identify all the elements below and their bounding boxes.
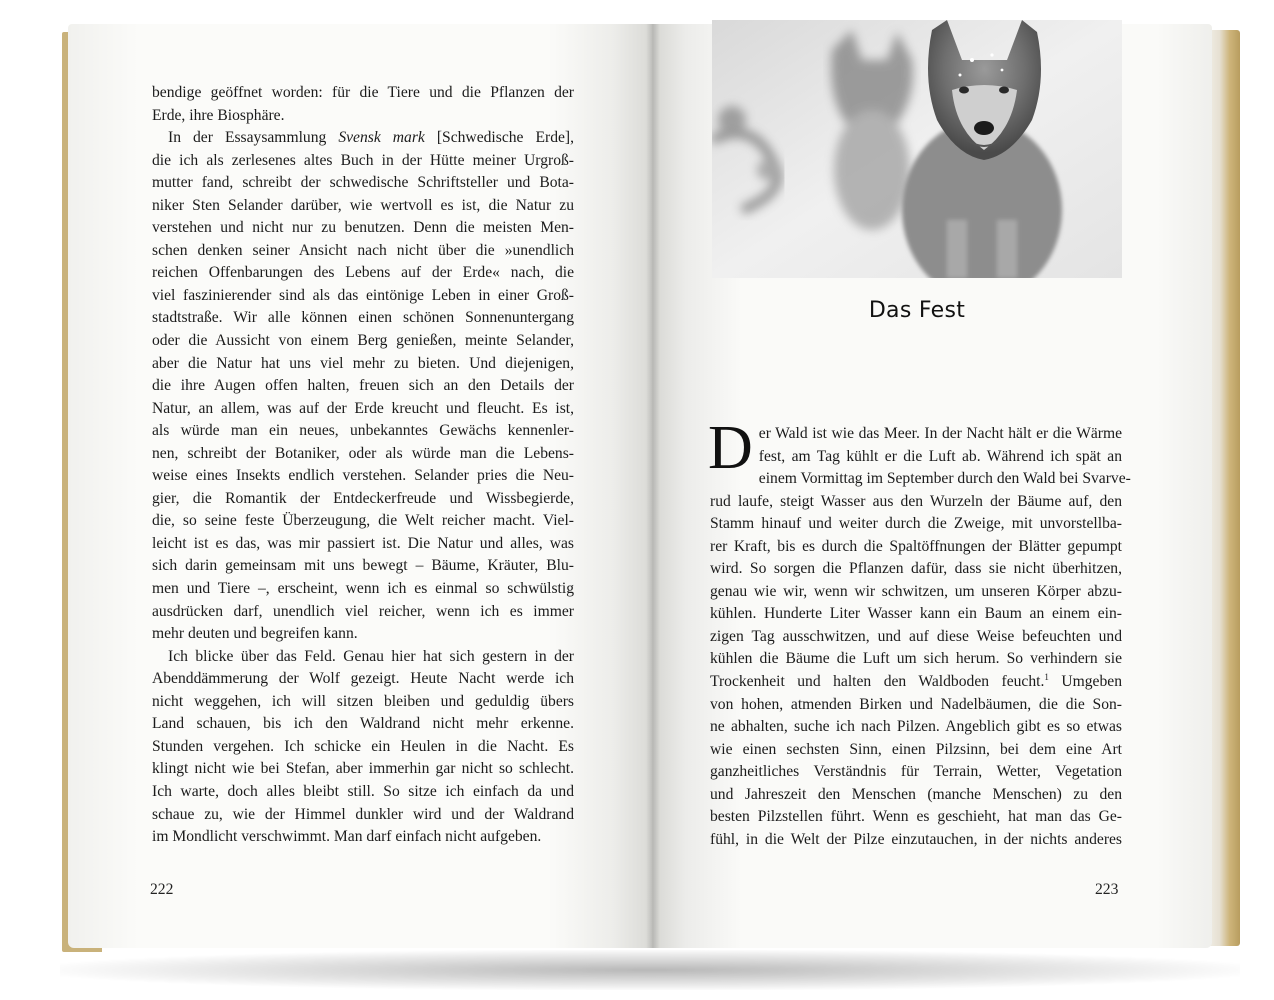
left-page-text: [152, 82, 574, 849]
text-line: leicht ist es das, was mir passiert ist. Die Natur und alles, was: [152, 534, 574, 552]
text-line: die ich als zerlesenes altes Buch in der Hütte meiner Urgroß-: [152, 151, 574, 169]
text-line: sich darin gemeinsam mit uns bewegt – Bäume, Kräuter, Blu-: [152, 557, 574, 575]
text-line: stadtstraße. Wir alle können einen schönen Sonnenuntergang: [152, 309, 574, 327]
text-line: er Wald ist wie das Meer. In der Nacht hält er die Wärme: [758, 425, 1122, 442]
text-line: wird. So sorgen die Pflanzen dafür, dass sie nicht überhitzen,: [710, 560, 1122, 578]
text-line: men und Tiere –, erscheint, wenn ich es einmal so schwülstig: [152, 580, 574, 598]
text-line: ausdrücken darf, unendlich viel reicher, wenn ich es immer: [152, 602, 574, 620]
text-line: Ich blicke über das Feld. Genau hier hat sich gestern in der: [168, 647, 574, 665]
text-line: einem Vormittag im September durch den Wald bei Svarve-: [758, 470, 1131, 488]
wolf-illustration: [712, 20, 1122, 278]
right-page-text: [708, 414, 1131, 851]
book-title-italic: Svensk mark: [338, 129, 425, 147]
text-line: ganzheitliches Verständnis für Terrain, Wetter, Vegetation: [710, 763, 1122, 781]
text-line: im Mondlicht verschwimmt. Man darf einfach nicht aufgeben.: [152, 828, 542, 846]
text-line: mutter fand, schreibt der schwedische Schriftsteller und Bota-: [152, 174, 574, 192]
text-line: niker Sten Selander darüber, wie wertvoll es ist, die Natur zu: [152, 196, 574, 214]
text-line: weise eines Insekts endlich verstehen. Selander pries die Neu-: [152, 467, 574, 485]
text-line: Natur, an allem, was auf der Erde kreucht und fleucht. Es ist,: [152, 399, 574, 417]
text-line: verstehen und nicht nur zu benutzen. Denn die meisten Men-: [152, 219, 574, 237]
text-line: nen, schreibt der Botaniker, oder als würde man die Lebens-: [152, 444, 574, 462]
book-shadow: [60, 950, 1240, 990]
text-segment: Umgeben: [1048, 673, 1122, 691]
text-line: fest, am Tag kühlt er die Luft ab. Während ich spät an: [758, 447, 1122, 465]
text-line: gier, die Romantik der Entdeckerfreude und Wissbegierde,: [152, 489, 574, 507]
text-line: Ich warte, doch alles bleibt still. So sitze ich einfach da und: [152, 782, 574, 800]
text-line: schen denken seiner Ansicht nach nicht über die »unendlich: [152, 241, 574, 259]
dropcap-letter: D: [708, 414, 753, 482]
text-line: fühl, in die Welt der Pilze einzutauchen, in der nichts anderes: [710, 830, 1122, 848]
page-number-left: 222: [150, 881, 174, 898]
text-line: rud laufe, steigt Wasser aus den Wurzeln der Bäume auf, den: [710, 492, 1122, 510]
text-line: kühlen. Hunderte Liter Wasser kann ein Baum an einem ein-: [710, 605, 1122, 623]
wolf-photo: [712, 20, 1122, 278]
text-line: viel faszinierender sind als das eintönige Leben in einer Groß-: [152, 286, 574, 304]
text-segment: Trockenheit und halten den Waldboden feucht.: [710, 673, 1045, 691]
text-line: klingt nicht wie bei Stefan, aber immerhin gar nicht so schlecht.: [152, 760, 574, 778]
text-line: die, so seine feste Überzeugung, die Welt reicher macht. Viel-: [152, 512, 574, 530]
text-line: [710, 671, 1122, 694]
text-line: In der Essaysammlung Svensk mark [Schwedische Erde],: [168, 129, 575, 147]
text-line: besten Pilzstellen führt. Wenn es geschieht, hat man das Ge-: [710, 808, 1122, 826]
text-line: aber die Natur hat uns viel mehr zu bieten. Und diejenigen,: [152, 354, 574, 372]
text-line: kühlen die Bäume die Luft um sich herum. So verhindern sie: [710, 650, 1122, 668]
text-line: Erde, ihre Biosphäre.: [152, 106, 285, 124]
text-line: wie einen sechsten Sinn, einen Pilzsinn, bei dem eine Art: [710, 740, 1122, 758]
text-line: rer Kraft, bis es durch die Spaltöffnungen der Blätter gepumpt: [710, 537, 1122, 555]
text-line: mehr deuten und begreifen kann.: [152, 625, 358, 643]
text-line: Land schauen, bis ich den Waldrand nicht mehr erkenne.: [152, 715, 574, 733]
text-line: reichen Offenbarungen des Lebens auf der Erde« nach, die: [152, 264, 574, 282]
paragraph-3: [152, 646, 574, 849]
text-line: nicht weggehen, ich will sitzen bleiben und geduldig übers: [152, 692, 574, 710]
text-line: und Jahreszeit den Menschen (manche Menschen) zu den: [710, 785, 1122, 803]
text-line: Stamm hinauf und weiter durch die Zweige, mit unvorstellba-: [710, 515, 1122, 533]
text-line: Abenddämmerung der Wolf gezeigt. Heute Nacht werde ich: [152, 670, 574, 688]
text-line: oder die Aussicht von einem Berg genießen, meinte Selander,: [152, 332, 574, 350]
paragraph-2: [152, 127, 574, 646]
text-line: bendige geöffnet worden: für die Tiere und die Pflanzen der: [152, 84, 574, 101]
text-line: schaue zu, wie der Himmel dunkler wird und der Waldrand: [152, 805, 574, 823]
text-line: Stunden vergehen. Ich schicke ein Heulen in die Nacht. Es: [152, 737, 574, 755]
text-line: zigen Tag ausschwitzen, und auf diese Weise befeuchten und: [710, 627, 1122, 645]
text-line: ne abhalten, suche ich nach Pilzen. Angeblich gibt es so etwas: [710, 718, 1122, 736]
page-number-right: 223: [1095, 881, 1119, 898]
chapter-title: Das Fest: [868, 298, 966, 323]
text-line: genau wie wir, wenn wir schwitzen, um unseren Körper abzu-: [710, 582, 1122, 600]
paragraph-1: [152, 82, 574, 127]
text-line: als würde man ein neues, unbekanntes Gewächs kennenler-: [152, 422, 574, 440]
book-gutter: [646, 24, 660, 948]
footnote-marker[interactable]: 1: [1044, 671, 1049, 682]
text-line: von hohen, atmenden Birken und Nadelbäumen, die die Son-: [710, 695, 1122, 713]
text-line: die ihre Augen offen halten, freuen sich an den Details der: [152, 377, 574, 395]
